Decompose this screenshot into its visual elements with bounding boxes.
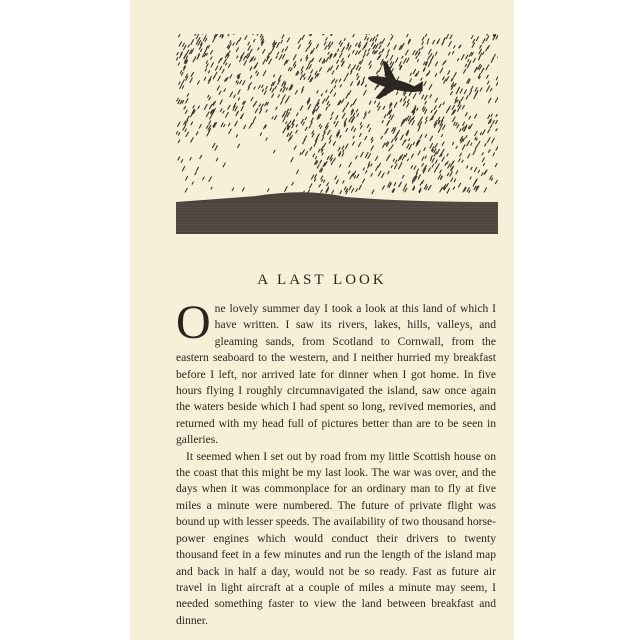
body-text — [176, 296, 496, 629]
paragraph-2: It seemed when I set out by road from my little Scottish house on the coast that this might be my last look. The war was over, and the days when it was commonplace for an ordinary man to fly at five miles a minute were numbered. The future of private flight was bound up with lesser speeds. The availability of two thousand horse-power engines which would conduct their drivers to twenty thousand feet in a few minutes and run the length of the island map and back in half a day, would not be so ready. Fast as future air travel in light aircraft at a couple of miles a minute may seem, I needed something faster to view the land between breakfast and dinner. — [176, 449, 496, 627]
chapter-title: A LAST LOOK — [257, 272, 387, 288]
paragraph-1-text: ne lovely summer day I took a look at this land of which I have written. I saw its rivers, lakes, hills, valleys, and gleaming sands, from Scotland to Cornwall, from the eastern seaboard to the western, and I neither hurried my breakfast before I left, nor arrived late for dinner when I got home. In five hours flying I roughly circumnavigated the island, saw once again the waters beside which I had spent so long, revived memories, and returned with my head full of pictures better than are to be seen in galleries. — [176, 302, 496, 447]
airplane-engraving — [176, 34, 498, 234]
paragraph-1 — [176, 296, 496, 449]
drop-cap: O — [176, 296, 211, 349]
book-page — [130, 0, 514, 640]
